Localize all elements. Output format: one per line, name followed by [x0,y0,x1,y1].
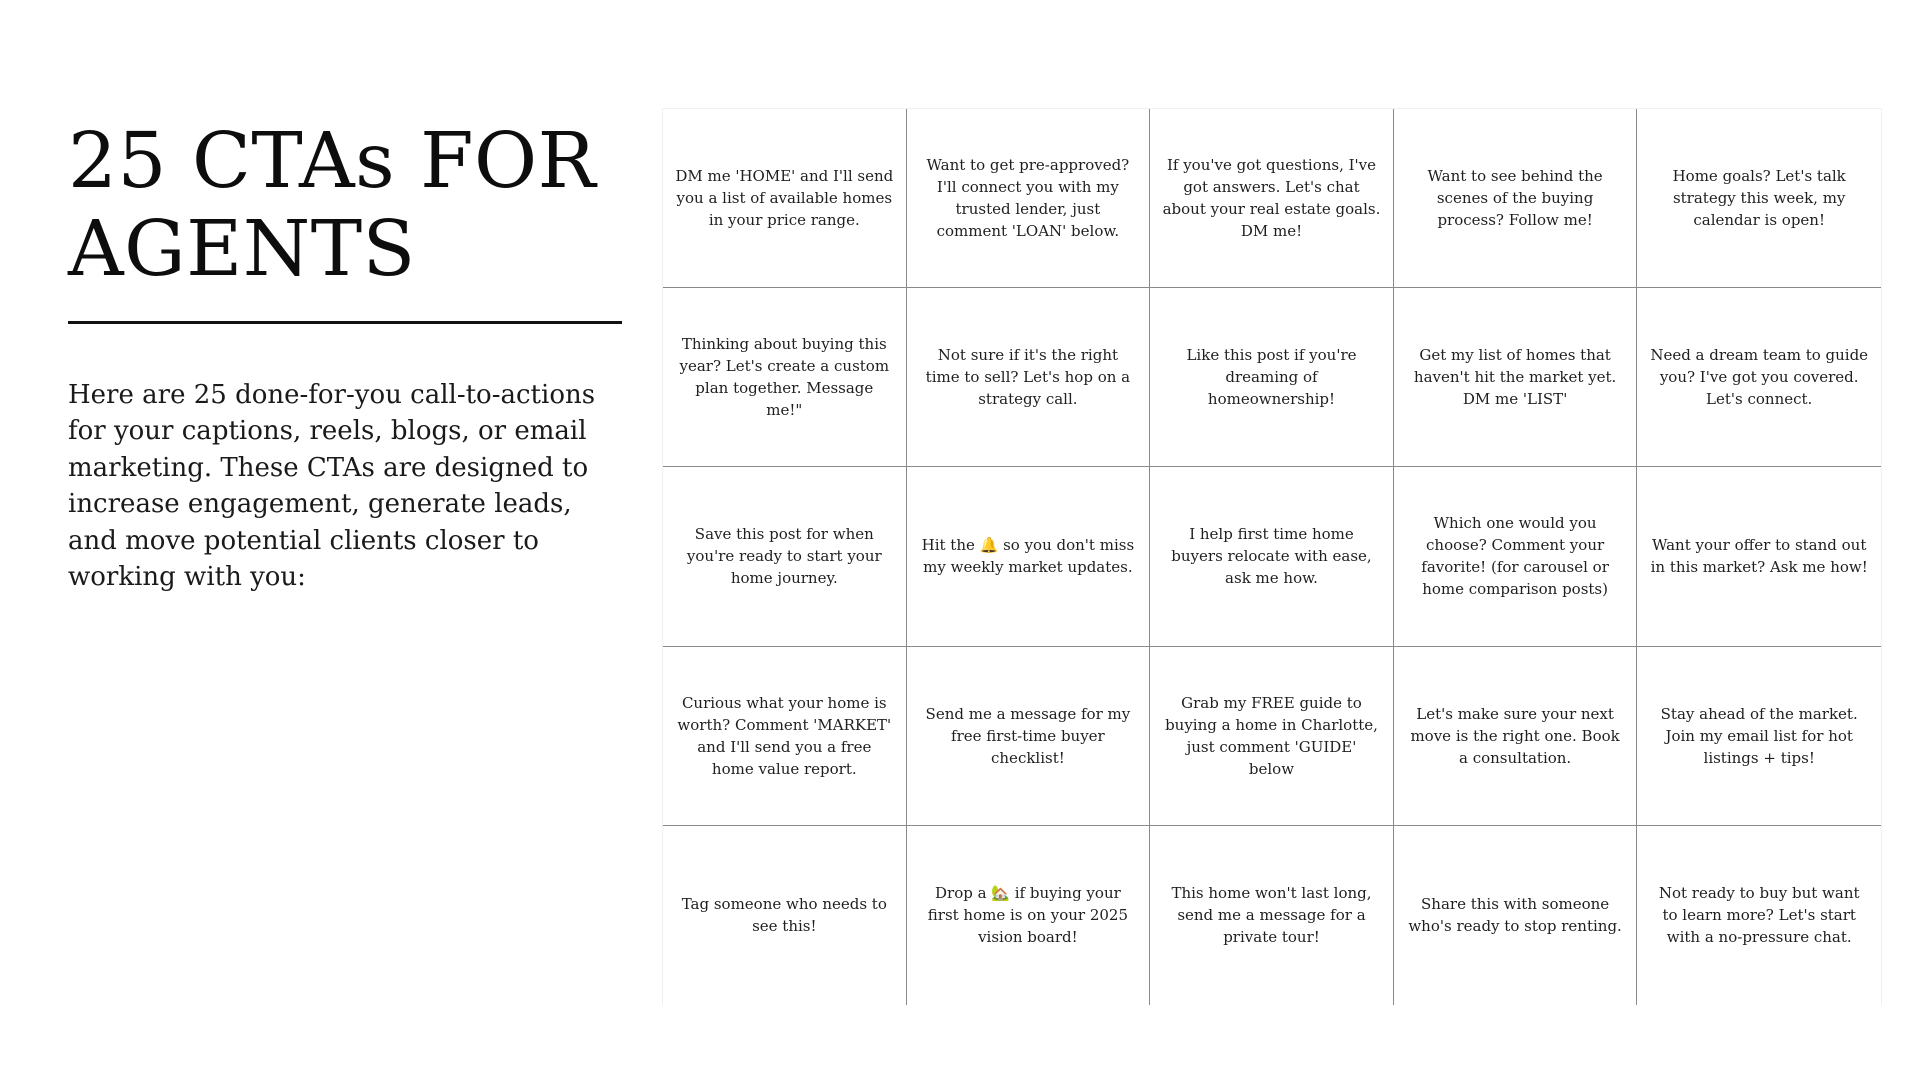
cta-cell [907,288,1151,467]
cta-text: Like this post if you're dreaming of homeownership! [1186,346,1357,409]
cta-text: Want to get pre-approved? I'll connect you with my trusted lender, just comment 'LOAN' below. [926,156,1130,241]
cta-cell [1394,109,1638,288]
cta-cell [907,647,1151,826]
cta-text: Share this with someone who's ready to stop renting. [1408,895,1622,936]
cta-text: Thinking about buying this year? Let's create a custom plan together. Message me!" [679,335,890,420]
cta-cell [1637,288,1881,467]
cta-text: Need a dream team to guide you? I've got you covered. Let's connect. [1650,346,1869,409]
cta-text: Let's make sure your next move is the right one. Book a consultation. [1410,704,1620,767]
cta-cell [1394,288,1638,467]
cta-cell [1394,826,1638,1005]
cta-text: Home goals? Let's talk strategy this week, my calendar is open! [1672,167,1846,230]
page-title-line-1: 25 CTAs FOR [68,117,597,206]
intro-paragraph: Here are 25 done-for-you call-to-actions for your captions, reels, blogs, or email marketing. These CTAs are designed to increase engagement, generate leads, and move potential clients closer to working with you: [68,380,596,593]
cta-cell [663,288,907,467]
cta-text: Not ready to buy but want to learn more? Let's start with a no-pressure chat. [1658,884,1860,947]
cta-text: Curious what your home is worth? Comment 'MARKET' and I'll send you a free home value report. [677,693,892,778]
cta-text: Want your offer to stand out in this market? Ask me how! [1650,536,1868,577]
cta-cell [907,467,1151,646]
cta-text: Which one would you choose? Comment your favorite! (for carousel or home comparison posts) [1421,514,1609,599]
cta-cell [907,109,1151,288]
cta-cell [1394,467,1638,646]
cta-cell [1150,109,1394,288]
cta-cell [1150,467,1394,646]
cta-cell [663,109,907,288]
cta-cell [663,826,907,1005]
page-title [68,118,628,294]
cta-text: Want to see behind the scenes of the buying process? Follow me! [1427,167,1603,230]
cta-text: Save this post for when you're ready to start your home journey. [686,525,882,588]
cta-text: I help first time home buyers relocate with ease, ask me how. [1171,525,1372,588]
cta-text: Send me a message for my free first-time buyer checklist! [925,704,1131,767]
cta-grid [662,108,1882,1005]
cta-text: Get my list of homes that haven't hit the market yet. DM me 'LIST' [1413,346,1617,409]
cta-cell [1150,288,1394,467]
cta-cell [1150,647,1394,826]
cta-cell [663,467,907,646]
cta-text: If you've got questions, I've got answers. Let's chat about your real estate goals. DM me! [1162,156,1381,241]
cta-text: Not sure if it's the right time to sell? Let's hop on a strategy call. [925,346,1131,409]
page-title-line-2: AGENTS [68,205,416,294]
cta-cell [663,647,907,826]
cta-cell [1637,467,1881,646]
cta-cell [1637,109,1881,288]
cta-text: Grab my FREE guide to buying a home in Charlotte, just comment 'GUIDE' below [1165,693,1378,778]
cta-text: Drop a 🏡 if buying your first home is on your 2025 vision board! [927,884,1128,947]
title-divider [68,321,622,324]
cta-cell [1150,826,1394,1005]
cta-text: Hit the 🔔 so you don't miss my weekly market updates. [921,536,1135,577]
cta-text: DM me 'HOME' and I'll send you a list of available homes in your price range. [675,167,894,230]
cta-cell [907,826,1151,1005]
cta-cell [1394,647,1638,826]
cta-text: Stay ahead of the market. Join my email list for hot listings + tips! [1660,704,1858,767]
cta-cell [1637,826,1881,1005]
cta-text: This home won't last long, send me a message for a private tour! [1171,884,1372,947]
cta-cell [1637,647,1881,826]
cta-text: Tag someone who needs to see this! [681,895,887,936]
